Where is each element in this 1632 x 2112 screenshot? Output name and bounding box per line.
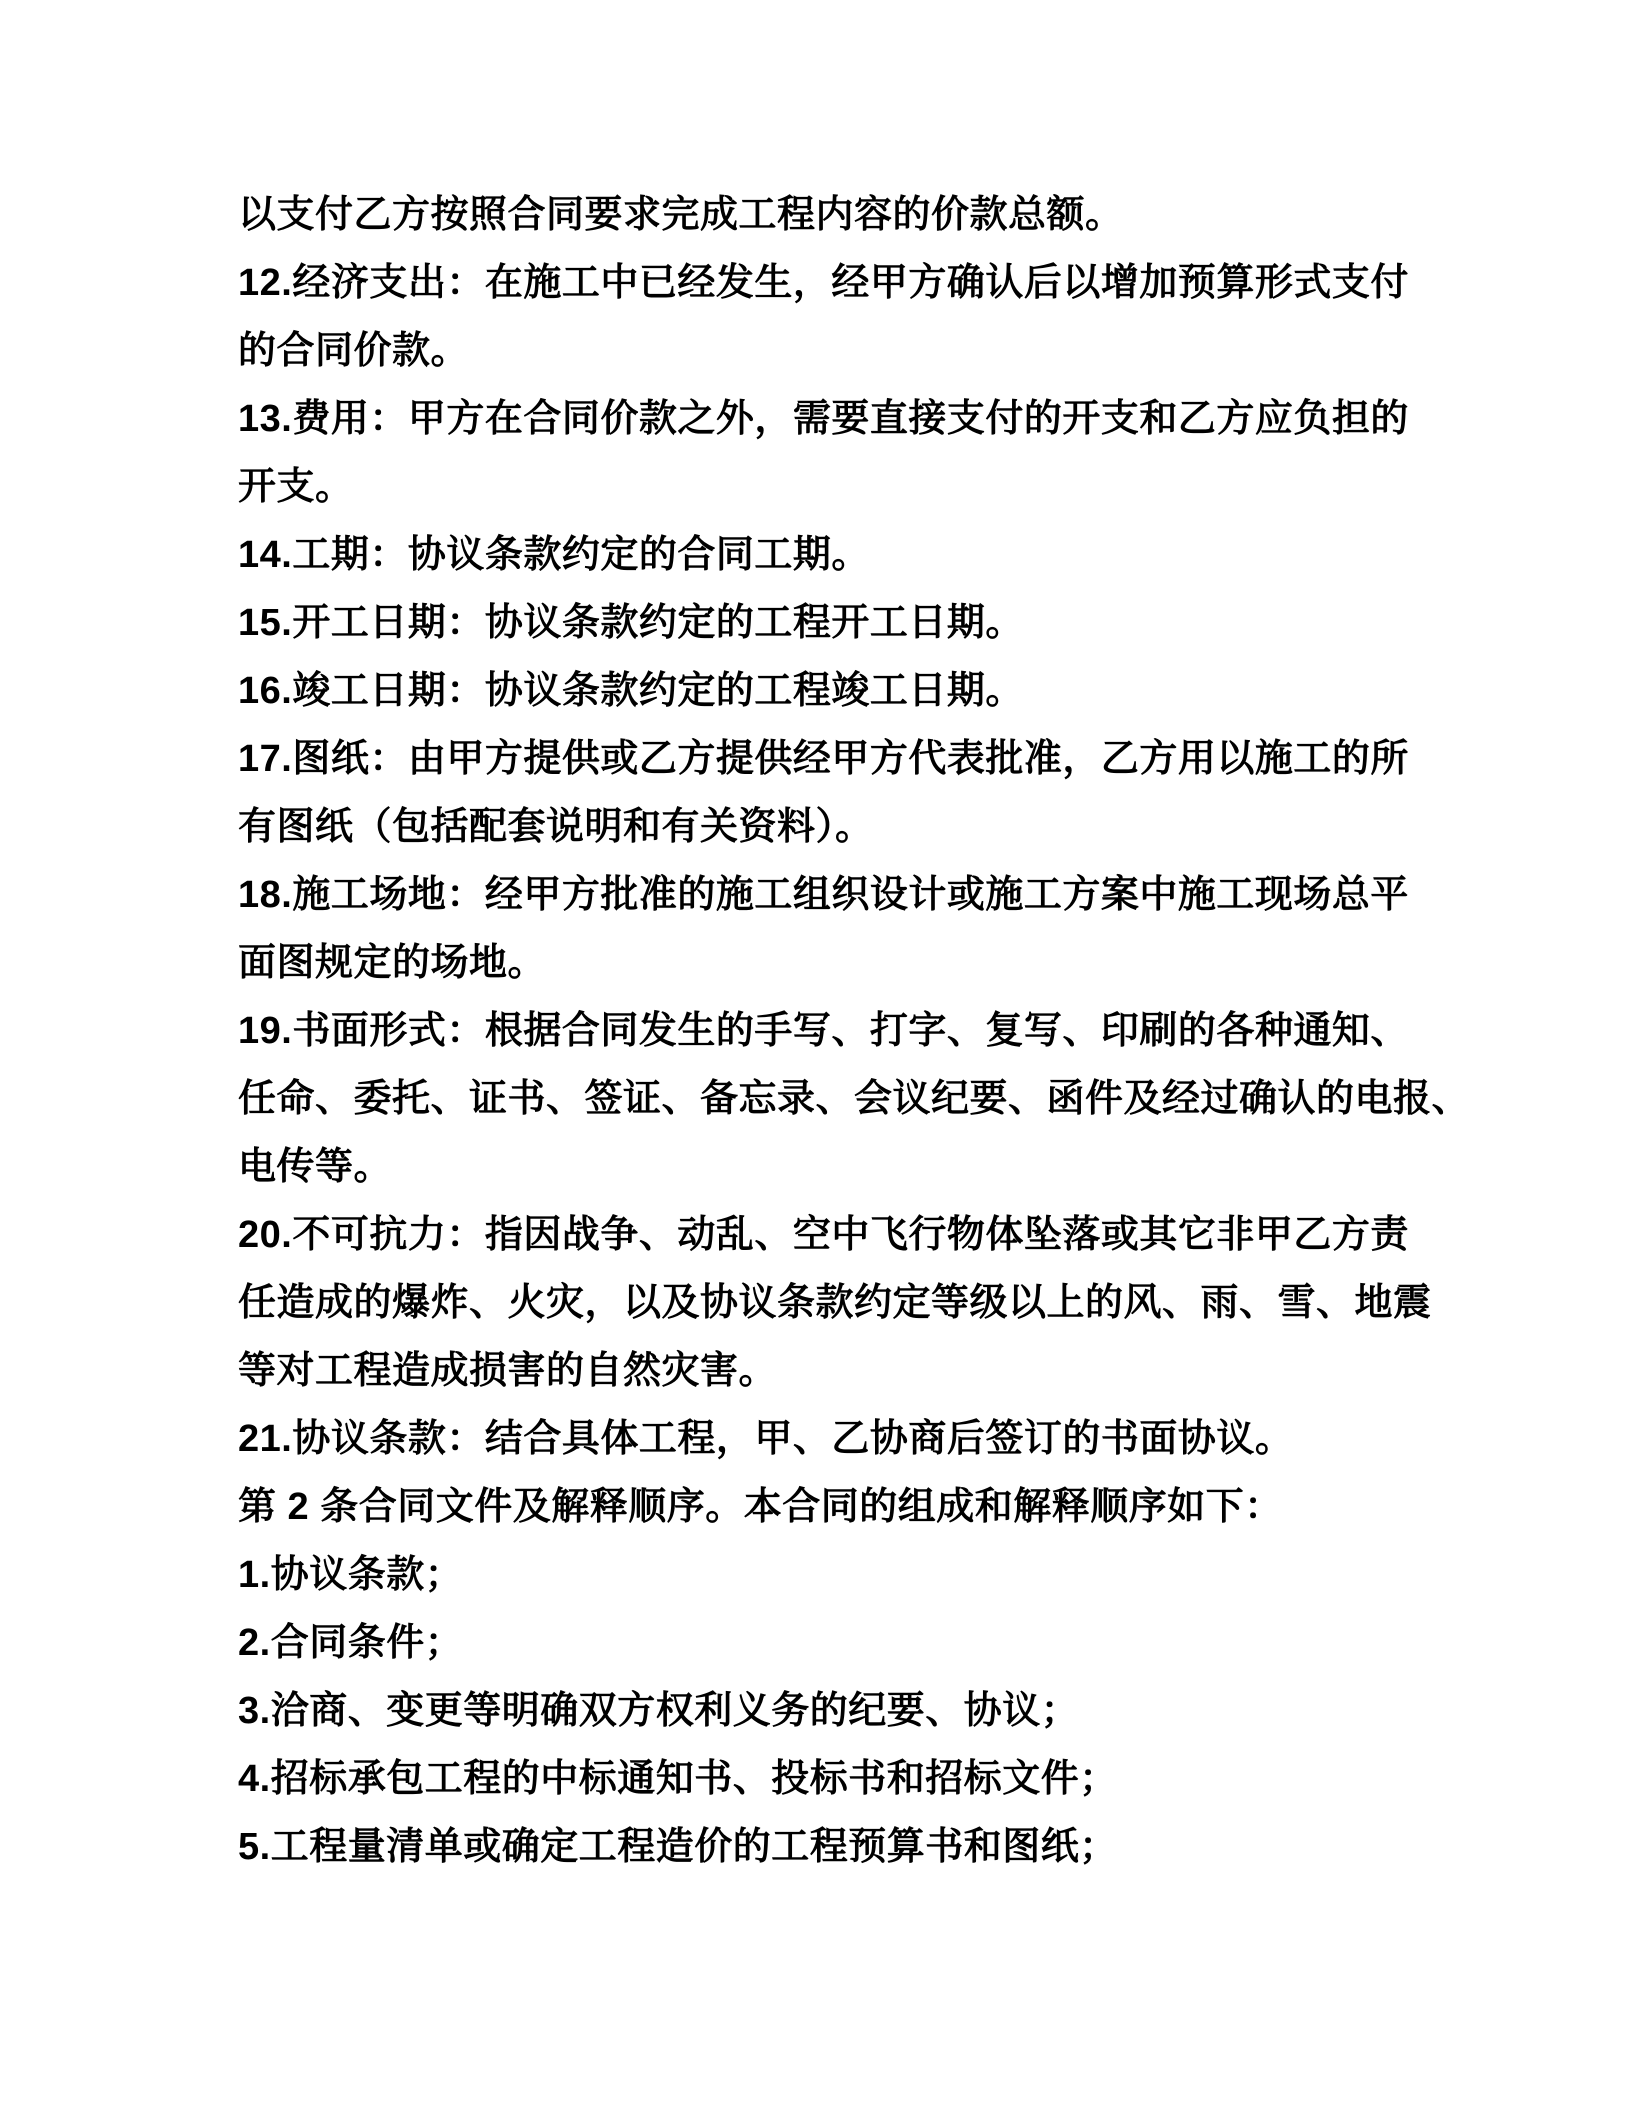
text-line: 4.招标承包工程的中标通知书、投标书和招标文件； xyxy=(238,1758,1118,1800)
text-line: 面图规定的场地。 xyxy=(238,942,547,984)
text-line: 任造成的爆炸、火灾，以及协议条款约定等级以上的风、雨、雪、地震 xyxy=(238,1282,1432,1324)
text-line: 等对工程造成损害的自然灾害。 xyxy=(238,1350,778,1392)
text-line: 21.协议条款：结合具体工程，甲、乙协商后签订的书面协议。 xyxy=(238,1418,1294,1460)
text-line: 第 2 条合同文件及解释顺序。本合同的组成和解释顺序如下： xyxy=(238,1486,1283,1528)
text-line: 1.协议条款； xyxy=(238,1554,464,1596)
text-line: 18.施工场地：经甲方批准的施工组织设计或施工方案中施工现场总平 xyxy=(238,874,1409,916)
text-line: 3.洽商、变更等明确双方权利义务的纪要、协议； xyxy=(238,1690,1080,1732)
text-line: 有图纸（包括配套说明和有关资料）。 xyxy=(238,806,874,848)
text-line: 13.费用：甲方在合同价款之外，需要直接支付的开支和乙方应负担的 xyxy=(238,398,1409,440)
text-line: 开支。 xyxy=(238,466,354,508)
text-line: 2.合同条件； xyxy=(238,1622,464,1664)
text-line: 5.工程量清单或确定工程造价的工程预算书和图纸； xyxy=(238,1826,1118,1868)
text-line: 的合同价款。 xyxy=(238,330,470,372)
text-line: 19.书面形式：根据合同发生的手写、打字、复写、印刷的各种通知、 xyxy=(238,1010,1409,1052)
text-line: 14.工期：协议条款约定的合同工期。 xyxy=(238,534,870,576)
text-line: 任命、委托、证书、签证、备忘录、会议纪要、函件及经过确认的电报、 xyxy=(238,1078,1471,1120)
text-line: 12.经济支出：在施工中已经发生，经甲方确认后以增加预算形式支付 xyxy=(238,262,1409,304)
text-line: 电传等。 xyxy=(238,1146,393,1188)
text-line: 17.图纸：由甲方提供或乙方提供经甲方代表批准，乙方用以施工的所 xyxy=(238,738,1409,780)
text-line: 20.不可抗力：指因战争、动乱、空中飞行物体坠落或其它非甲乙方责 xyxy=(238,1214,1409,1256)
text-line: 16.竣工日期：协议条款约定的工程竣工日期。 xyxy=(238,670,1024,712)
text-line: 以支付乙方按照合同要求完成工程内容的价款总额。 xyxy=(238,194,1124,236)
text-line: 15.开工日期：协议条款约定的工程开工日期。 xyxy=(238,602,1024,644)
